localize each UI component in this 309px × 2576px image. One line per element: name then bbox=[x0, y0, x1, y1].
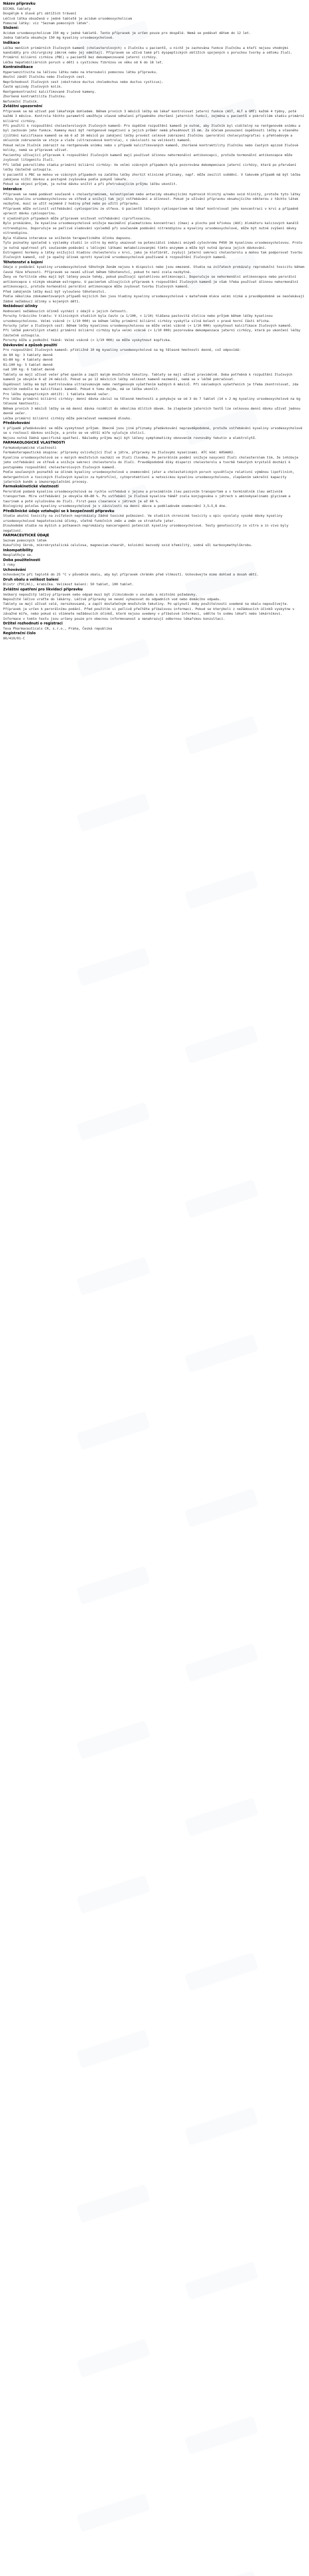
section-paragraph: nad 100 kg: 6 tablet denně bbox=[3, 367, 55, 372]
document-section bbox=[3, 621, 306, 631]
watermark-mark bbox=[76, 1102, 150, 1141]
section-paragraph: Léčba hepatobiliárních poruch u dětí s cystickou fibrózou ve věku od 6 do 18 let. bbox=[3, 60, 164, 64]
section-paragraph: Dospělým k úlevě při obtížích trávení bbox=[3, 11, 77, 16]
watermark-mark bbox=[76, 2493, 150, 2532]
document-section bbox=[3, 440, 306, 484]
document-section bbox=[3, 548, 306, 558]
section-title: Doba použitelnosti bbox=[3, 557, 41, 562]
section-paragraph: Nejsou nutná žádná specifická opatření. Následky průjmu mají být léčeny symptomaticky obnovením rovnováhy tekutin a elektrolytů. bbox=[3, 435, 257, 440]
section-paragraph: Léčivá látka obsažená v jedné tabletě je acidum ursodeoxycholicum bbox=[3, 16, 132, 21]
section-paragraph: 81–100 kg: 5 tablet denně bbox=[3, 362, 53, 367]
section-paragraph: Bylo prokázáno, že kyselina ursodeoxycholová snižuje maximální plazmatickou koncentraci (Cmax) a plochu pod křivkou (AUC) blokátoru kalciových kanálů nitrendipinu. Doporučuje se pečlivé sledování výsledků při současném podávání nitrendipinu a kyseliny ursodeoxycholové, může být nutné zvýšení dávky nitrendipinu. bbox=[3, 221, 301, 235]
section-paragraph: Zhoršená kontraktilita žlučníku. bbox=[3, 94, 67, 99]
watermark-mark bbox=[76, 1257, 150, 1296]
watermark-mark bbox=[76, 2184, 150, 2223]
section-paragraph: Veškerý nepoužitý léčivý přípravek nebo odpad musí být zlikvidován v souladu s místními požadavky. bbox=[3, 592, 198, 597]
section-title: Předávkování bbox=[3, 421, 30, 426]
document-section bbox=[3, 631, 306, 641]
watermark-mark bbox=[184, 2107, 259, 2146]
watermark-mark bbox=[184, 1643, 259, 1682]
document-section bbox=[3, 558, 306, 568]
watermark-mark bbox=[76, 1566, 150, 1605]
section-paragraph: U pacientů s PBC se mohou ve vzácných případech na začátku léčby zhoršit klinické příznaky, např. může zesílit svědění. V takovém případě má být léčba zahájena nižší dávkou a postupně zvyšována podle pokynů lékaře. bbox=[3, 172, 302, 182]
section-paragraph: Časté epizody žlučových kolik. bbox=[3, 84, 63, 89]
section-paragraph: Hodnocení nežádoucích účinků vychází z údajů o jejich četnosti. bbox=[3, 309, 128, 313]
section-title: Držitel rozhodnutí o registraci bbox=[3, 621, 63, 626]
section-paragraph: Přípravek se má užívat pod lékařským dohledem. Během prvních 3 měsíců léčby má lékař kontrolovat jaterní funkce (AST, ALT a GMT) každé 4 týdny, poté každé 3 měsíce. Kontrola těchto parametrů umožňuje včasné odhalení případného zhoršení jaterních funkcí, zejména u pacientů v pokročilém stadiu primární biliární cirhózy. bbox=[3, 109, 306, 123]
watermark-mark bbox=[184, 870, 259, 909]
document-section bbox=[3, 2, 306, 11]
section-paragraph: Pomocné látky: viz "Seznam pomocných látek". bbox=[3, 21, 91, 25]
section-title: Zvláštní upozornění bbox=[3, 104, 43, 109]
section-paragraph: Akutní zánět žlučníku nebo žlučových cest. bbox=[3, 75, 87, 79]
watermark-mark bbox=[184, 2570, 259, 2576]
section-title: Předklinické údaje vztahující se k bezpečnosti přípravku bbox=[3, 509, 114, 513]
section-title: Složení: bbox=[3, 26, 19, 30]
section-paragraph: Poruchy trávicího traktu: V klinických studiích byla často (≥ 1/100, < 1/10) hlášena pastovitá stolice nebo průjem během léčby kyselinou ursodeoxycholovou. Velmi vzácně (< 1/10 000) se během léčby primární biliární cirhózy vyskytla silná bolest v pravé horní části břicha. bbox=[3, 314, 275, 323]
section-title: Interakce bbox=[3, 187, 22, 191]
document-body bbox=[3, 2, 306, 641]
section-title: Farmakokinetické vlastnosti bbox=[3, 484, 59, 489]
section-paragraph: Byla hlášena interakce se snížením terapeutického účinku dapsonu. bbox=[3, 235, 132, 240]
section-paragraph: Hypersenzitivita na léčivou látku nebo na kteroukoli pomocnou látku přípravku. bbox=[3, 70, 158, 74]
section-paragraph: Úspěšnost léčby má být kontrolována ultrazvukovým nebo rentgenovým vyšetřením každých 6 měsíců. Při následných vyšetřeních je třeba zkontrolovat, zda mezitím nedošlo ke kalcifikaci kamenů. Pokud k tomu dojde, má se léčba ukončit. bbox=[3, 382, 301, 392]
document-section bbox=[3, 11, 306, 26]
watermark-mark bbox=[76, 793, 150, 832]
section-title: Indikace bbox=[3, 40, 20, 45]
section-paragraph: Tablety se mají užívat celé, nerozkousané, a zapít dostatečným množstvím tekutiny. Po uplynutí doby použitelnosti uvedené na obalu nepoužívejte. bbox=[3, 602, 289, 606]
document-section bbox=[3, 343, 306, 421]
section-title: Registrační číslo bbox=[3, 631, 36, 636]
watermark-mark bbox=[76, 2029, 150, 2069]
document-section bbox=[3, 187, 306, 260]
section-paragraph: Acidum ursodeoxycholicum 150 mg v jedné tabletě. Tento přípravek je určen pouze pro dospělé. Nemá se podávat dětem do 12 let. bbox=[3, 31, 251, 35]
section-paragraph: Během prvních 3 měsíců léčby se má denní dávka rozdělit do několika dílčích dávek. Se zlepšením jaterních testů lze celkovou denní dávku užívat jednou denně večer. bbox=[3, 406, 302, 416]
section-paragraph: Pacientky užívající přípravek k rozpouštění žlučových kamenů mají používat účinnou nehormonální antikoncepci, protože hormonální antikoncepce může zvyšovat litogenitu žluči. bbox=[3, 152, 295, 162]
watermark-mark bbox=[184, 2416, 259, 2455]
section-title: Těhotenství a kojení bbox=[3, 260, 43, 264]
section-title: Nežádoucí účinky bbox=[3, 304, 38, 309]
section-paragraph: Informace v tomto textu jsou určeny pouze pro obecnou informovanost a nenahrazují odbornou lékařskou konzultaci. bbox=[3, 616, 225, 621]
watermark-mark bbox=[76, 1720, 150, 1759]
document-section bbox=[3, 509, 306, 533]
section-paragraph: Léčba primární biliární cirhózy může pokračovat neomezeně dlouho. bbox=[3, 416, 132, 420]
section-paragraph: Tyto poznatky společně s výsledky studií in vitro by mohly ukazovat na potenciální indukci enzymů cytochromu P450 3A kyselinou ursodeoxycholovou. Proto je nutná opatrnost při současném podávání s léčivými látkami metabolizovanými tímto enzymem a může být nutná úprava jejich dávkování. bbox=[3, 241, 304, 250]
section-paragraph: Rentgenkontrastní kalcifikované žlučové kameny. bbox=[3, 89, 96, 94]
section-paragraph: Estrogenní hormony a látky snižující hladinu cholesterolu v krvi, jako je klofibrát, zvyšují jaterní sekreci cholesterolu a mohou tak podporovat tvorbu žlučových kamenů, což je opačný účinek oproti kyselině ursodeoxycholové používané k rozpouštění žlučových kamenů. bbox=[3, 250, 304, 260]
section-paragraph: Pro léčbu primární biliární cirhózy: denní dávka závisí na tělesné hmotnosti a pohybuje se od 3 do 7 tablet (14 ± 2 mg kyseliny ursodeoxycholové na kg tělesné hmotnosti). bbox=[3, 396, 302, 406]
document-section bbox=[3, 65, 306, 104]
watermark-mark bbox=[184, 1025, 259, 1064]
section-paragraph: Před zahájením léčby musí být vyloučeno těhotenství. bbox=[3, 289, 107, 294]
section-paragraph: V případě předávkování se může vyskytnout průjem. Obecně jsou jiné příznaky předávkování nepravděpodobné, protože vstřebávání kyseliny ursodeoxycholové se s rostoucí dávkou snižuje, a proto se ve větší míře vylučuje stolicí. bbox=[3, 426, 304, 435]
section-title: Název přípravku bbox=[3, 2, 36, 6]
watermark-mark bbox=[184, 1952, 259, 1991]
section-paragraph: Primární biliární cirhóza (PBC) u pacientů bez dekompenzované jaterní cirhózy. bbox=[3, 55, 158, 60]
section-paragraph: Kukuřičný škrob, mikrokrystalická celulosa, magnesium-stearát, koloidní bezvodý oxid křemičitý, sodná sůl karboxymethylškrobu. bbox=[3, 543, 253, 548]
document-section bbox=[3, 26, 306, 41]
section-paragraph: Dlouhodobé studie na myších a potkanech neprokázaly kancerogenní potenciál kyseliny ursodeoxycholové. Testy genotoxicity in vitro a in vivo byly negativní. bbox=[3, 523, 290, 533]
section-title: Zvláštní opatření pro likvidaci přípravku bbox=[3, 587, 83, 591]
section-paragraph: Nepoužité léčivo vraťte do lékárny. Léčivé přípravky se nesmí vyhazovat do odpadních vod nebo domácího odpadu. bbox=[3, 597, 221, 601]
section-title: Inkompatibility bbox=[3, 548, 33, 552]
watermark-mark bbox=[76, 1411, 150, 1450]
section-title: FARMAKOLOGICKÉ VLASTNOSTI bbox=[3, 440, 65, 445]
section-paragraph: Poruchy kůže a podkožní tkáně: Velmi vzácně (< 1/10 000) se může vyskytnout kopřivka. bbox=[3, 338, 172, 343]
watermark-mark bbox=[184, 1179, 259, 1218]
section-paragraph: Přípravek se nemá podávat současně s cholestyraminem, kolestipolem nebo antacidy obsahujícími hydroxid hlinitý a/nebo oxid hlinitý, protože tyto látky vážou kyselinu ursodeoxycholovou ve střevě a snižují tak její vstřebávání a účinnost. Pokud je užívání přípravku obsahujícího některou z těchto látek nezbytné, musí se užít nejméně 2 hodiny před nebo po užití přípravku. bbox=[3, 192, 302, 206]
watermark-mark bbox=[76, 638, 150, 677]
document-section bbox=[3, 484, 306, 509]
document-section bbox=[3, 533, 306, 543]
document-section bbox=[3, 587, 306, 621]
section-paragraph: Poruchy jater a žlučových cest: Během léčby kyselinou ursodeoxycholovou se může velmi vzácně (< 1/10 000) vyskytnout kalcifikace žlučových kamenů. bbox=[3, 324, 293, 328]
section-paragraph: Studie akutní toxicity na zvířatech neprokázaly žádné toxické poškození. Ve studiích chronické toxicity u opic vyvolaly vysoké dávky kyseliny ursodeoxycholové hepatotoxické účinky, včetně funkčních změn a změn ve struktuře jater. bbox=[3, 514, 285, 523]
section-paragraph: Pokud nelze žlučník zobrazit na rentgenovém snímku nebo v případě kalcifikovaných kamenů, zhoršené kontraktility žlučníku nebo častých epizod žlučové koliky, nemá se přípravek užívat. bbox=[3, 143, 301, 152]
document-section bbox=[3, 568, 306, 578]
watermark-mark bbox=[184, 1488, 259, 1528]
document-section bbox=[3, 543, 306, 548]
section-paragraph: V ojedinělých případech může přípravek snižovat vstřebávání ciprofloxacinu. bbox=[3, 216, 152, 221]
section-paragraph: Podle několika zdokumentovaných případů kojících žen jsou hladiny kyseliny ursodeoxycholové v mateřském mléce velmi nízké a pravděpodobně se neočekávají žádné nežádoucí účinky u kojených dětí. bbox=[3, 294, 306, 303]
section-paragraph: 61–80 kg: 4 tablety denně bbox=[3, 358, 53, 362]
section-paragraph: Při léčbě pokročilých stadií primární biliární cirhózy byla velmi vzácně (< 1/10 000) pozorována dekompenzace jaterní cirhózy, která po ukončení léčby částečně ustoupila. bbox=[3, 328, 302, 337]
watermark-mark bbox=[76, 2338, 150, 2378]
section-paragraph: Údaje o podávání kyseliny ursodeoxycholové těhotným ženám nejsou k dispozici nebo jsou omezené. Studie na zvířatech prokázaly reprodukční toxicitu během časné fáze březosti. Přípravek se nesmí užívat během těhotenství, pokud to není zcela nezbytné. bbox=[3, 265, 306, 274]
section-paragraph: Uchovávejte při teplotě do 25 °C v původním obalu, aby byl přípravek chráněn před vlhkostí. Uchovávejte mimo dohled a dosah dětí. bbox=[3, 572, 259, 577]
section-paragraph: 80/410/01-C bbox=[3, 636, 25, 640]
section-paragraph: Neuplatňuje se. bbox=[3, 553, 33, 557]
document-section bbox=[3, 41, 306, 65]
section-paragraph: Teva Pharmaceuticals CR, s.r.o., Praha, Česká republika bbox=[3, 626, 112, 631]
section-paragraph: Farmakodynamické vlastnosti bbox=[3, 445, 57, 450]
section-paragraph: 3 roky bbox=[3, 563, 15, 567]
section-paragraph: Léčba menších primárních žlučových kamenů (cholesterolových) v žlučníku u pacientů, u nichž je zachována funkce žlučníku a kteří nejsou vhodnými kandidáty pro chirurgický zákrok nebo jej odmítají. Přípravek se užívá také při dyspeptických obtížích spojených s poruchou tvorby a odtoku žluči. bbox=[3, 45, 293, 55]
document-section bbox=[3, 260, 306, 304]
watermark-mark bbox=[184, 2261, 259, 2300]
section-paragraph: Při použití k rozpouštění cholesterolových žlučových kamenů: Pro úspěšné rozpuštění kamenů je nutné, aby žlučník byl viditelný na rentgenovém snímku a byl zachován jeho funkce. Kameny musí být rentgenově negativní a jejich průměr nemá přesáhnout 15 mm. Za účelem posouzení úspěšnosti léčby a včasného zjištění kalcifikace kamenů se má 6 až 10 měsíců po zahájení léčby provést celkové zobrazení žlučníku (perorální cholecystografie) s přehledovým a okluzním zobrazením ve stoje a vleže (ultrazvuková kontrola), v závislosti na velikosti kamenů. bbox=[3, 124, 302, 143]
section-paragraph: Pokud se objeví průjem, je nutné dávku snížit a při přetrvávajícím průjmu léčbu ukončit. bbox=[3, 182, 178, 187]
section-paragraph: Seznam pomocných látek bbox=[3, 538, 47, 543]
section-title: Uchovávání bbox=[3, 567, 26, 572]
section-paragraph: Neprůchodnost žlučových cest (obstrukce ductus choledochus nebo ductus cysticus). bbox=[3, 79, 164, 84]
section-paragraph: Při léčbě pokročilého stadia primární biliární cirhózy: Ve velmi vzácných případech byla pozorována dekompenzace jaterní cirhózy, která po přerušení léčby částečně ustoupila. bbox=[3, 162, 299, 172]
watermark-mark bbox=[76, 947, 150, 987]
section-paragraph: Nefunkční žlučník. bbox=[3, 99, 39, 104]
section-title: Druh obalu a velikost balení bbox=[3, 577, 59, 582]
section-paragraph: Farmakoterapeutická skupina: přípravky ovlivňující žluč a játra, přípravky se žlučovými kyselinami. ATC kód: A05AA02. bbox=[3, 450, 235, 455]
section-title: FARMACEUTICKÉ ÚDAJE bbox=[3, 533, 49, 538]
section-paragraph: Pro léčbu dyspeptických obtíží: 1 tableta denně večer. bbox=[3, 392, 110, 396]
section-paragraph: do 60 kg: 3 tablety denně bbox=[3, 352, 53, 357]
section-paragraph: Přípravek je určen k perorálnímu podání. Před použitím si pečlivě přečtěte příbalovou informaci. Pokud se kterýkoli z nežádoucích účinků vyskytne v závažné míře, nebo pokud si všimnete nežádoucích účinků, které nejsou uvedeny v příbalové informaci, sdělte to svému lékaři nebo lékárníkovi. bbox=[3, 606, 297, 616]
section-title: Dávkování a způsob použití bbox=[3, 343, 58, 347]
section-paragraph: Blistr (PVC/Al), krabička. Velikost balení: 50 tablet, 100 tablet. bbox=[3, 582, 134, 587]
document-section bbox=[3, 104, 306, 187]
section-paragraph: Pro rozpouštění žlučových kamenů: přibližně 10 mg kyseliny ursodeoxycholové na kg tělesné hmotnosti denně, což odpovídá: bbox=[3, 348, 241, 352]
section-paragraph: Jedna tableta obsahuje 150 mg kyseliny ursodeoxycholové. bbox=[3, 36, 114, 40]
watermark-mark bbox=[184, 716, 259, 755]
section-paragraph: DICHOL tablety bbox=[3, 6, 31, 11]
section-paragraph: Kyselina ursodeoxycholová se v malých množstvích nachází ve žluči člověka. Po perorálním podání snižuje nasycení žluči cholesterolem tím, že inhibuje jeho vstřebávání ve střevě a snižuje sekreci cholesterolu do žluči. Pravděpodobně díky disperzi cholesterolu a tvorbě tekutých krystalů dochází k postupnému rozpouštění cholesterolových žlučových kamenů. bbox=[3, 455, 301, 469]
section-paragraph: Ženy ve fertilním věku mají být léčeny pouze tehdy, pokud používají spolehlivou antikoncepci. Doporučuje se nehormonální antikoncepce nebo perorální antikoncepce s nízkým obsahem estrogenu. U pacientek užívajících přípravek k rozpouštění žlučových kamenů je však třeba používat účinnou nehormonální antikoncepci, protože hormonální perorální antikoncepce může zvyšovat tvorbu žlučových kamenů. bbox=[3, 275, 301, 289]
watermark-mark bbox=[184, 1798, 259, 1837]
document-section bbox=[3, 421, 306, 440]
section-title: Kontraindikace bbox=[3, 65, 33, 70]
watermark-mark bbox=[76, 1875, 150, 1914]
document-section bbox=[3, 578, 306, 587]
section-paragraph: Biologický poločas kyseliny ursodeoxycholové je v závislosti na denní dávce a podkladovém onemocnění 3,5–5,8 dne. bbox=[3, 504, 227, 509]
section-paragraph: Tablety se mají užívat večer před spaním a zapít malým množstvím tekutiny. Tablety se mají užívat pravidelně. Doba potřebná k rozpuštění žlučových kamenů je obvykle 6 až 24 měsíců. Pokud se po 12 měsících léčby velikost kamenů nezmenší, nemá se v léčbě pokračovat. bbox=[3, 372, 295, 382]
section-paragraph: Podle současných poznatků se účinek kyseliny ursodeoxycholové u onemocnění jater a cholestatických poruch vysvětluje relativní výměnou lipofilních, detergentních a toxických žlučových kyselin za hydrofilní, cytoprotektivní a netoxickou kyselinu ursodeoxycholovou, zlepšením sekreční kapacity jaterních buněk a imunoregulačními procesy. bbox=[3, 470, 297, 484]
section-paragraph: Perorálně podaná kyselina ursodeoxycholová se rychle vstřebává v jejunu a proximálním ileu pasivním transportem a v terminálním ileu aktivním transportem. Míra vstřebávání je obvykle 60–80 %. Po vstřebání je žlučová kyselina téměř zcela konjugována v játrech s aminokyselinami glycinem a taurinem a poté vylučována do žluči. First-pass clearance v játrech je až 60 %. bbox=[3, 489, 293, 503]
section-paragraph: Přípravek může ovlivnit vstřebávání cyklosporinu ze střeva. U pacientů léčených cyklosporinem má lékař kontrolovat jeho koncentraci v krvi a případně upravit dávku cyklosporinu. bbox=[3, 206, 301, 216]
document-section bbox=[3, 304, 306, 343]
watermark-mark bbox=[184, 1334, 259, 1373]
